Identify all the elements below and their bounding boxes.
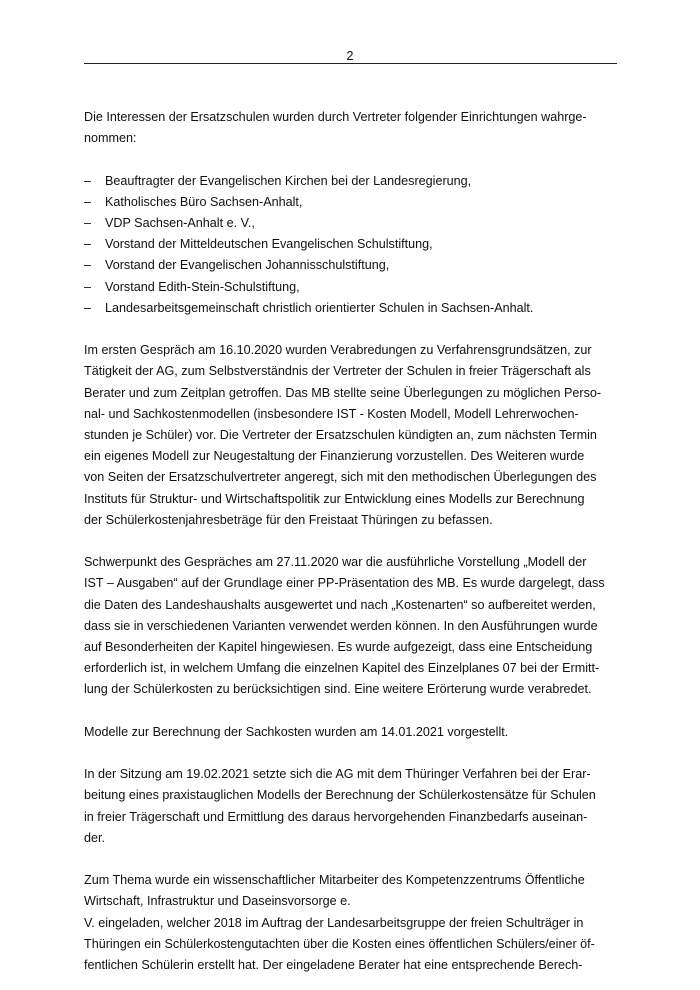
paragraph-line: von Seiten der Ersatzschulvertreter angeregt, sich mit den methodischen Überlegungen des	[84, 470, 597, 485]
document-body	[84, 107, 617, 976]
list-item	[84, 171, 617, 192]
paragraph-line: erforderlich ist, in welchem Umfang die einzelnen Kapitel des Einzelplanes 07 bei der Ermitt-	[84, 661, 600, 676]
dash-marker: –	[84, 173, 92, 188]
list-item-text: Landesarbeitsgemeinschaft christlich orientierter Schulen in Sachsen-Anhalt.	[105, 300, 534, 315]
list-item-text: Vorstand Edith-Stein-Schulstiftung,	[105, 279, 300, 294]
list-item-text: VDP Sachsen-Anhalt e. V.,	[105, 216, 255, 230]
list-item	[84, 255, 617, 276]
dash-marker: –	[84, 237, 92, 252]
body-paragraphs	[84, 340, 617, 976]
intro-line: Die Interessen der Ersatzschulen wurden durch Vertreter folgender Einrichtungen wahrge-	[84, 110, 587, 124]
paragraph-line: fentlichen Schülerin erstellt hat. Der eingeladene Berater hat eine entsprechende Berech-	[84, 958, 583, 973]
list-item	[84, 234, 617, 255]
paragraph-line: dass sie in verschiedenen Varianten verwendet werden können. In den Ausführungen wurde	[84, 618, 598, 633]
dash-marker: –	[84, 216, 92, 230]
paragraph-p2	[84, 552, 617, 700]
dash-marker: –	[84, 279, 92, 294]
page-number: 2	[346, 49, 354, 63]
paragraph-line: Berater und zum Zeitplan getroffen. Das MB stellte seine Überlegungen zu möglichen Perso-	[84, 385, 602, 400]
paragraph-line: in freier Trägerschaft und Ermittlung des daraus hervorgehenden Finanzbedarfs auseinan-	[84, 809, 588, 824]
intro-line: nommen:	[84, 131, 137, 146]
list-item-text: Vorstand der Mitteldeutschen Evangelischen Schulstiftung,	[105, 237, 433, 252]
list-item	[84, 298, 617, 319]
paragraph-line: Thüringen ein Schülerkostengutachten über die Kosten eines öffentlichen Schülers/einer öf-	[84, 936, 595, 951]
list-item	[84, 277, 617, 298]
paragraph-line: der.	[84, 830, 106, 845]
paragraph-line: stunden je Schüler) vor. Die Vertreter der Ersatzschulen kündigten an, zum nächsten Termin	[84, 428, 597, 443]
paragraph-p3	[84, 722, 617, 743]
institution-list	[84, 171, 617, 319]
paragraph-line: Instituts für Struktur- und Wirtschaftspolitik zur Entwicklung eines Modells zur Berechnung	[84, 491, 585, 506]
paragraph-line: beitung eines praxistauglichen Modells der Berechnung der Schülerkostensätze für Schulen	[84, 788, 596, 803]
paragraph-line: ein eigenes Modell zur Neugestaltung der Finanzierung vorzustellen. Des Weiteren wurde	[84, 449, 585, 464]
paragraph-line: nal- und Sachkostenmodellen (insbesondere IST - Kosten Modell, Modell Lehrerwochen-	[84, 406, 579, 421]
paragraph-line: IST – Ausgaben“ auf der Grundlage einer PP-Präsentation des MB. Es wurde dargelegt, dass	[84, 576, 605, 591]
paragraph-p4	[84, 764, 617, 849]
paragraph-p5	[84, 870, 617, 976]
paragraph-line: Zum Thema wurde ein wissenschaftlicher Mitarbeiter des Kompetenzzentrums Öffentliche	[84, 873, 585, 888]
paragraph-line: Modelle zur Berechnung der Sachkosten wurden am 14.01.2021 vorgestellt.	[84, 724, 509, 739]
paragraph-line: In der Sitzung am 19.02.2021 setzte sich die AG mit dem Thüringer Verfahren bei der Erar-	[84, 767, 591, 782]
dash-marker: –	[84, 258, 92, 273]
dash-marker: –	[84, 300, 92, 315]
intro-paragraph	[84, 107, 617, 149]
dash-marker: –	[84, 194, 92, 209]
paragraph-line: auf Besonderheiten der Kapitel hingewiesen. Es wurde aufgezeigt, dass eine Entscheidung	[84, 640, 593, 655]
paragraph-line: Schwerpunkt des Gespräches am 27.11.2020 war die ausführliche Vorstellung „Modell der	[84, 555, 587, 570]
paragraph-line: Tätigkeit der AG, zum Selbstverständnis der Vertreter der Schulen in freier Trägerschaft als	[84, 364, 591, 379]
list-item	[84, 213, 617, 234]
paragraph-line: die Daten des Landeshaushalts ausgewertet und nach „Kostenarten“ so aufbereitet werden,	[84, 597, 596, 612]
paragraph-line: der Schülerkostenjahresbeträge für den Freistaat Thüringen zu befassen.	[84, 512, 493, 527]
paragraph-line: Im ersten Gespräch am 16.10.2020 wurden Verabredungen zu Verfahrensgrundsätzen, zur	[84, 343, 592, 358]
paragraph-line: lung der Schülerkosten zu berücksichtigen sind. Eine weitere Erörterung wurde verabredet.	[84, 682, 592, 697]
list-item-text: Katholisches Büro Sachsen-Anhalt,	[105, 194, 303, 209]
paragraph-line: V. eingeladen, welcher 2018 im Auftrag der Landesarbeitsgruppe der freien Schulträger in	[84, 915, 584, 930]
list-item	[84, 192, 617, 213]
paragraph-line: Wirtschaft, Infrastruktur und Daseinsvorsorge e.	[84, 894, 351, 909]
list-item-text: Beauftragter der Evangelischen Kirchen bei der Landesregierung,	[105, 173, 472, 188]
paragraph-p1	[84, 340, 617, 531]
list-item-text: Vorstand der Evangelischen Johannisschulstiftung,	[105, 258, 390, 273]
header-rule	[84, 63, 617, 64]
